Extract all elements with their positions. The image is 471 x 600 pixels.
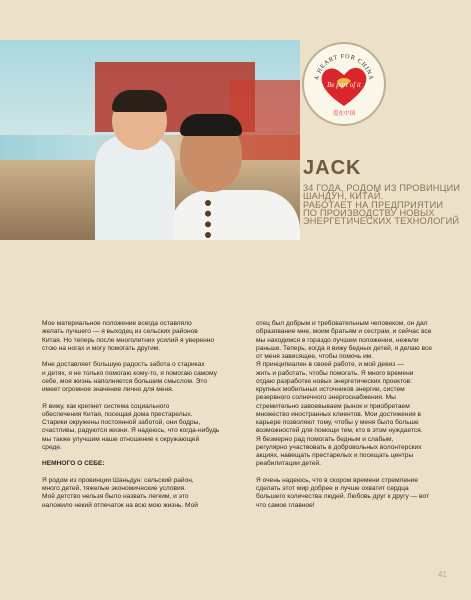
right-paragraph-line: жить и работать, чтобы помогать. Я много времени	[256, 369, 414, 377]
right-paragraph-spacer	[256, 469, 441, 477]
right-paragraph-line: что самое главное!	[256, 501, 315, 509]
left-paragraph-line: обеспечения Китая, посещая дома престарелых.	[42, 410, 193, 418]
right-paragraph-line: карьере позволяют тому, чтобы у меня было больше	[256, 419, 419, 426]
subtitle-line: ПО ПРОИЗВОДСТВУ НОВЫХ	[303, 207, 435, 218]
left-paragraph-line: много детей, тяжелые экономические условия.	[42, 485, 187, 492]
subtitle-line: 34 ГОДА, РОДОМ ИЗ ПРОВИНЦИИ	[303, 183, 461, 193]
left-paragraph-line: НЕМНОГО О СЕБЕ:	[42, 460, 105, 468]
left-paragraph-spacer	[42, 394, 227, 402]
right-paragraph-line: акциях, навещать престарелых и посещать центры	[256, 452, 414, 459]
left-paragraph-spacer	[42, 353, 227, 361]
left-paragraph-line: Я вижу, как крепнет система социального	[42, 402, 170, 410]
profile-name: JACK	[303, 157, 362, 179]
right-paragraph-line: большего количества людей. Любовь друг к другу — вот	[256, 493, 430, 501]
left-paragraph-line: Китая. Но теперь после многолетних усилий я уверенно	[42, 336, 215, 344]
subtitle-line: ШАНДУН, КИТАЙ.	[303, 191, 384, 202]
right-paragraph-line: крупных мобильных источников энергии, систем	[256, 386, 405, 393]
left-paragraph-line: желать лучшего — я выходец из сельских районов	[42, 328, 198, 336]
right-paragraph-line: Я безмерно рад помогать бедным и слабым,	[256, 435, 394, 443]
profile-subtitle	[303, 182, 463, 226]
left-paragraph-line: Моё детство нельзя было назвать легким, и это	[42, 493, 189, 501]
left-paragraph-line: наложило некий отпечаток на всю мою жизнь. Мой	[42, 501, 198, 509]
right-paragraph-line: образование мне, моим братьям и сестрам, и сейчас все	[256, 328, 432, 336]
left-paragraph-line: среде.	[42, 443, 62, 451]
right-paragraph-line: сделать этот мир добрее и лучше охватит сердца	[256, 485, 409, 492]
right-paragraph-line: регулярно участвовать в добровольных волонтерских	[256, 443, 422, 451]
subtitle-line: ЭНЕРГЕТИЧЕСКИХ ТЕХНОЛОГИЙ	[303, 216, 460, 226]
article-left-column	[42, 320, 227, 510]
heart-logo-icon	[304, 44, 384, 124]
right-paragraph-line: возможностей для помощи тем, кто в этом нуждается.	[256, 427, 423, 435]
right-paragraph-line: стремительно завоевываем рынок и приобретаем	[256, 402, 410, 410]
logo-bottom-text: 爱在中国	[332, 111, 356, 117]
subtitle-line: РАБОТАЕТ НА ПРЕДПРИЯТИИ	[303, 199, 444, 210]
heart-for-china-logo	[302, 42, 386, 126]
logo-heart-text: Be part of it	[327, 81, 361, 89]
right-paragraph-line: мы находимся в гораздо лучшем положении, нежели	[256, 336, 419, 344]
left-paragraph-line: себе, моя жизнь наполняется большим смыслом. Это	[42, 377, 208, 385]
logo-arc-text: A HEART FOR CHINA	[313, 52, 375, 82]
right-paragraph-line: реабилитации детей.	[256, 460, 322, 468]
profile-photo	[0, 40, 300, 240]
right-paragraph-line: Я принципиален в своей работе, и мой девиз —	[256, 361, 404, 369]
left-paragraph-spacer	[42, 452, 227, 460]
left-paragraph-line: Старики окружены постоянной заботой, они бодры,	[42, 419, 201, 426]
right-paragraph-line: раньше. Теперь, когда я вижу бедных детей, я делаю все	[256, 344, 432, 352]
left-paragraph-line: стою на ногах и могу помогать другим.	[42, 344, 161, 352]
article-right-column	[256, 320, 441, 510]
page-number: 41	[438, 570, 447, 579]
left-paragraph-line: мы также улучшим наше отношение к окружающей	[42, 435, 200, 443]
left-paragraph-line: счастливы, радуются жизни. Я надеюсь, что когда-нибудь	[42, 427, 220, 435]
left-paragraph-line: Мне доставляет большую радость забота о стариках	[42, 361, 205, 369]
left-paragraph-line: Мое материальное положение всегда оставляло	[42, 320, 192, 327]
right-paragraph-line: резервного солнечного энергоснабжения. Мы	[256, 394, 396, 402]
left-paragraph-spacer	[42, 469, 227, 477]
right-paragraph-line: отдаю разработке новых энергетических проектов:	[256, 377, 413, 385]
left-paragraph-line: Я родом из провинции Шаньдун: сельский район,	[42, 476, 194, 484]
right-paragraph-line: Я очень надеюсь, что в скором времени стремление	[256, 476, 419, 484]
right-paragraph-line: отец был добрым и требовательным человеком, он дал	[256, 320, 428, 327]
left-paragraph-line: имеет огромное значение лично для меня.	[42, 386, 174, 393]
right-paragraph-line: множество иностранных клиентов. Мои достижения в	[256, 410, 422, 418]
right-paragraph-line: от меня зависящее, чтобы помочь им.	[256, 353, 374, 360]
left-paragraph-line: и детях, я не только помогаю кому-то, я помогаю самому	[42, 369, 217, 377]
